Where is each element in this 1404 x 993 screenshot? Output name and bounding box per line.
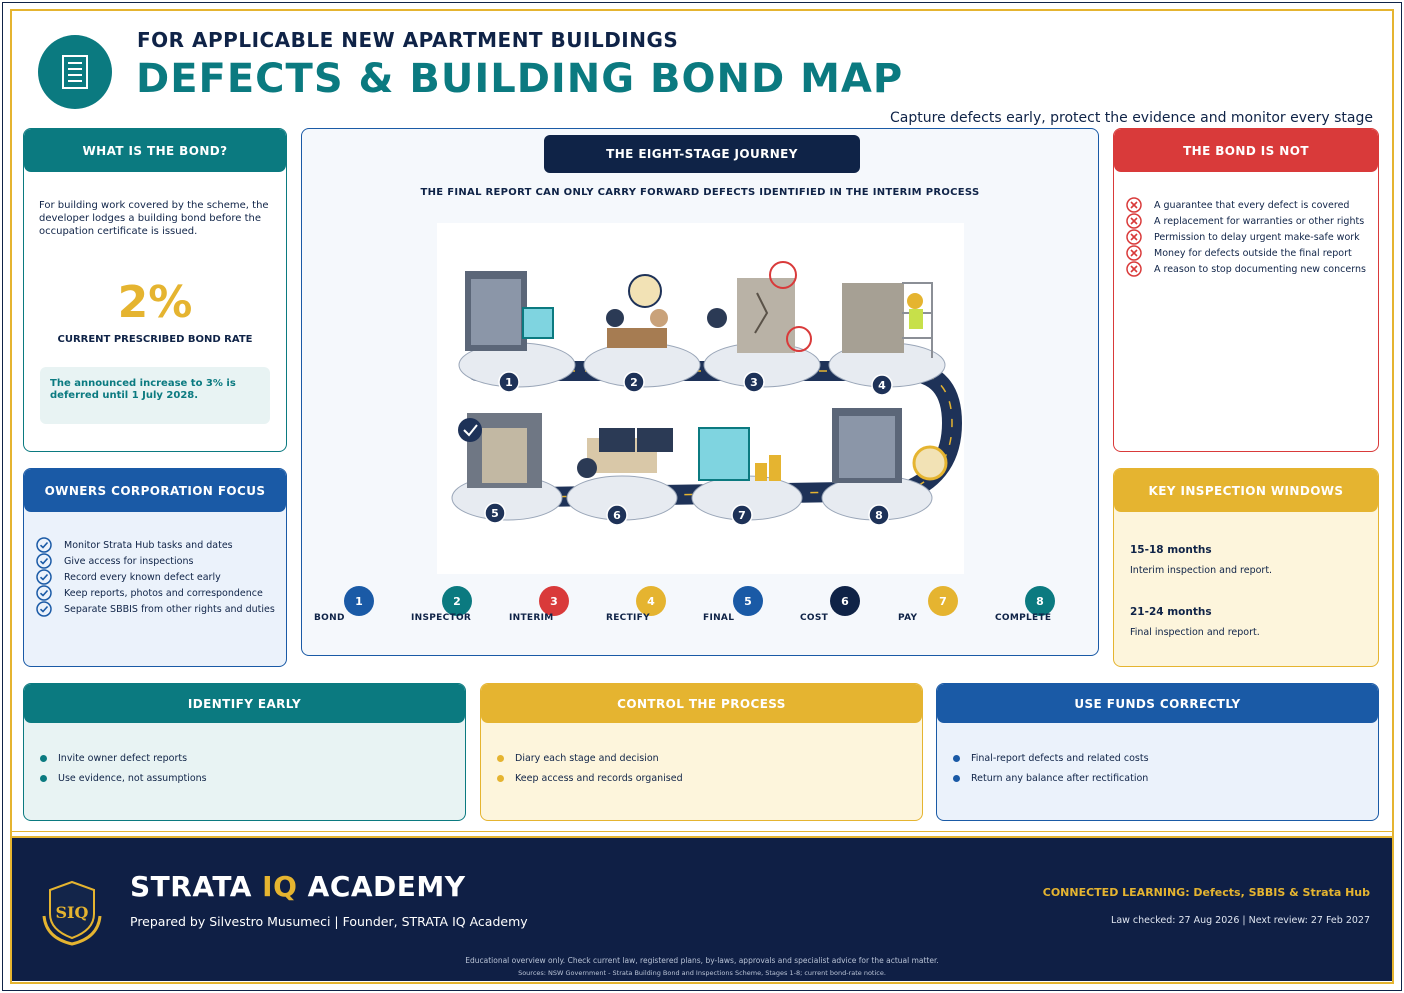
stage-2-platform: [584, 275, 700, 392]
list-item-label: Keep access and records organised: [515, 772, 683, 784]
bond-rate-value: 2%: [117, 277, 193, 328]
footer-divider: [10, 831, 1394, 832]
list-item-label: Separate SBBIS from other rights and duties: [64, 603, 275, 615]
svg-text:5: 5: [491, 507, 499, 520]
bond-is-not-heading: THE BOND IS NOT: [1114, 129, 1378, 172]
list-item-label: A guarantee that every defect is covered: [1154, 199, 1350, 211]
svg-text:3: 3: [750, 376, 758, 389]
bond-rate-label: CURRENT PRESCRIBED BOND RATE: [57, 334, 253, 345]
list-item: [40, 768, 207, 788]
stage-4-platform: [829, 283, 945, 395]
inspection-windows-heading: KEY INSPECTION WINDOWS: [1114, 469, 1378, 512]
stage-legend: [302, 586, 1099, 628]
check-circle-icon: [36, 553, 52, 569]
bullet-dot-icon: [40, 775, 47, 782]
stage-3-platform: [704, 262, 820, 392]
identify-early-card: [23, 683, 466, 821]
journey-path-illustration: [437, 223, 964, 574]
list-item: [1126, 197, 1366, 213]
check-circle-icon: [36, 537, 52, 553]
list-item: [953, 768, 1149, 788]
journey-card: [301, 128, 1099, 656]
bond-is-not-list: [1126, 197, 1366, 277]
list-item: [36, 553, 275, 569]
stage-3-label: INTERIM: [509, 613, 554, 623]
list-item-label: Keep reports, photos and correspondence: [64, 587, 263, 599]
brand-name-pre: STRATA: [130, 870, 263, 903]
stage-3-number: 3: [539, 586, 569, 616]
list-item-label: Invite owner defect reports: [58, 752, 188, 764]
x-circle-icon: [1126, 261, 1142, 277]
brand-name-post: ACADEMY: [297, 870, 466, 903]
list-item-label: Monitor Strata Hub tasks and dates: [64, 539, 233, 551]
final-window-desc: Final inspection and report.: [1130, 627, 1260, 638]
x-circle-icon: [1126, 229, 1142, 245]
law-checked-dates: Law checked: 27 Aug 2026 | Next review: 27 Feb 2027: [1111, 915, 1370, 926]
journey-heading: THE EIGHT-STAGE JOURNEY: [544, 135, 860, 173]
stage-6-platform: [567, 428, 677, 525]
stage-7-number: 7: [928, 586, 958, 616]
stage-4-label: RECTIFY: [606, 613, 650, 623]
bond-increase-notice: The announced increase to 3% is deferred until 1 July 2028.: [40, 367, 270, 424]
final-window-title: 21-24 months: [1130, 606, 1212, 618]
owners-focus-card: [23, 468, 287, 667]
list-item-label: A replacement for warranties or other rights: [1154, 215, 1365, 227]
stage-6-number: 6: [830, 586, 860, 616]
list-item-label: A reason to stop documenting new concerns: [1154, 263, 1366, 275]
list-item-label: Final-report defects and related costs: [971, 752, 1149, 764]
list-item: [40, 748, 207, 768]
stage-1-platform: [459, 271, 575, 392]
stage-6-label: COST: [800, 613, 829, 623]
disclaimer: Educational overview only. Check current law, registered plans, by-laws, approvals and specialist advice for the actual matter.: [465, 956, 939, 965]
list-item: [1126, 213, 1366, 229]
page-title: DEFECTS & BUILDING BOND MAP: [136, 56, 904, 102]
page-tagline: Capture defects early, protect the evidence and monitor every stage: [890, 110, 1373, 126]
bond-description: For building work covered by the scheme, the developer lodges a building bond before the occupation certificate is issued.: [39, 200, 269, 237]
inspection-windows-card: [1113, 468, 1379, 667]
connected-learning: CONNECTED LEARNING: Defects, SBBIS & Strata Hub: [1042, 886, 1370, 899]
stage-1-label: BOND: [314, 613, 345, 623]
x-circle-icon: [1126, 245, 1142, 261]
list-item-label: Give access for inspections: [64, 555, 194, 567]
use-funds-list: [953, 748, 1149, 788]
list-item: [953, 748, 1149, 768]
stage-4-number: 4: [636, 586, 666, 616]
identify-early-heading: IDENTIFY EARLY: [24, 684, 465, 723]
prepared-by: Prepared by Silvestro Musumeci | Founder, STRATA IQ Academy: [130, 914, 528, 929]
list-item: [1126, 229, 1366, 245]
svg-text:2: 2: [630, 376, 638, 389]
academy-badge-logo: [36, 876, 108, 948]
footer: [12, 836, 1392, 981]
bond-is-not-card: [1113, 128, 1379, 452]
svg-text:4: 4: [878, 379, 886, 392]
check-circle-icon: [36, 585, 52, 601]
list-item-label: Diary each stage and decision: [515, 752, 659, 764]
owners-focus-list: [36, 537, 275, 617]
badge-text: SIQ: [55, 903, 89, 922]
logo-badge: [38, 35, 112, 109]
use-funds-card: [936, 683, 1379, 821]
list-item: [1126, 261, 1366, 277]
brand-name: [130, 870, 466, 903]
what-is-bond-heading: WHAT IS THE BOND?: [24, 129, 286, 172]
brand-name-iq: IQ: [262, 870, 298, 903]
list-item: [36, 569, 275, 585]
use-funds-heading: USE FUNDS CORRECTLY: [937, 684, 1378, 723]
check-circle-icon: [36, 569, 52, 585]
sources: Sources: NSW Government - Strata Building Bond and Inspections Scheme, Stages 1-8; current bond-rate notice.: [518, 969, 886, 977]
stage-7-platform: [692, 428, 802, 525]
stage-2-number: 2: [442, 586, 472, 616]
stage-8-label: COMPLETE: [995, 613, 1052, 623]
list-item-label: Permission to delay urgent make-safe work: [1154, 231, 1360, 243]
x-circle-icon: [1126, 213, 1142, 229]
svg-text:1: 1: [505, 376, 513, 389]
svg-text:7: 7: [738, 509, 746, 522]
control-process-list: [497, 748, 683, 788]
stage-5-platform: [452, 413, 562, 523]
interim-window-desc: Interim inspection and report.: [1130, 565, 1273, 576]
stage-7-label: PAY: [898, 613, 918, 623]
stage-5-label: FINAL: [703, 613, 735, 623]
list-item: [497, 768, 683, 788]
control-process-heading: CONTROL THE PROCESS: [481, 684, 922, 723]
svg-text:8: 8: [875, 509, 883, 522]
document-icon: [60, 54, 90, 90]
list-item: [1126, 245, 1366, 261]
control-process-card: [480, 683, 923, 821]
bullet-dot-icon: [953, 775, 960, 782]
what-is-bond-card: [23, 128, 287, 452]
list-item-label: Record every known defect early: [64, 571, 221, 583]
x-circle-icon: [1126, 197, 1142, 213]
journey-subheading: THE FINAL REPORT CAN ONLY CARRY FORWARD DEFECTS IDENTIFIED IN THE INTERIM PROCESS: [420, 187, 980, 198]
stage-8-number: 8: [1025, 586, 1055, 616]
list-item: [497, 748, 683, 768]
bullet-dot-icon: [497, 755, 504, 762]
list-item: [36, 601, 275, 617]
page-supertitle: FOR APPLICABLE NEW APARTMENT BUILDINGS: [137, 28, 679, 52]
stage-5-number: 5: [733, 586, 763, 616]
stage-8-platform: [822, 408, 946, 525]
list-item-label: Use evidence, not assumptions: [58, 772, 207, 784]
interim-window-title: 15-18 months: [1130, 544, 1212, 556]
svg-text:6: 6: [613, 509, 621, 522]
owners-focus-heading: OWNERS CORPORATION FOCUS: [24, 469, 286, 512]
journey-illustration: [437, 223, 964, 574]
list-item-label: Return any balance after rectification: [971, 772, 1149, 784]
list-item: [36, 537, 275, 553]
bullet-dot-icon: [497, 775, 504, 782]
bullet-dot-icon: [953, 755, 960, 762]
bullet-dot-icon: [40, 755, 47, 762]
identify-early-list: [40, 748, 207, 788]
check-circle-icon: [36, 601, 52, 617]
list-item-label: Money for defects outside the final report: [1154, 247, 1352, 259]
stage-2-label: INSPECTOR: [411, 613, 472, 623]
stage-1-number: 1: [344, 586, 374, 616]
list-item: [36, 585, 275, 601]
